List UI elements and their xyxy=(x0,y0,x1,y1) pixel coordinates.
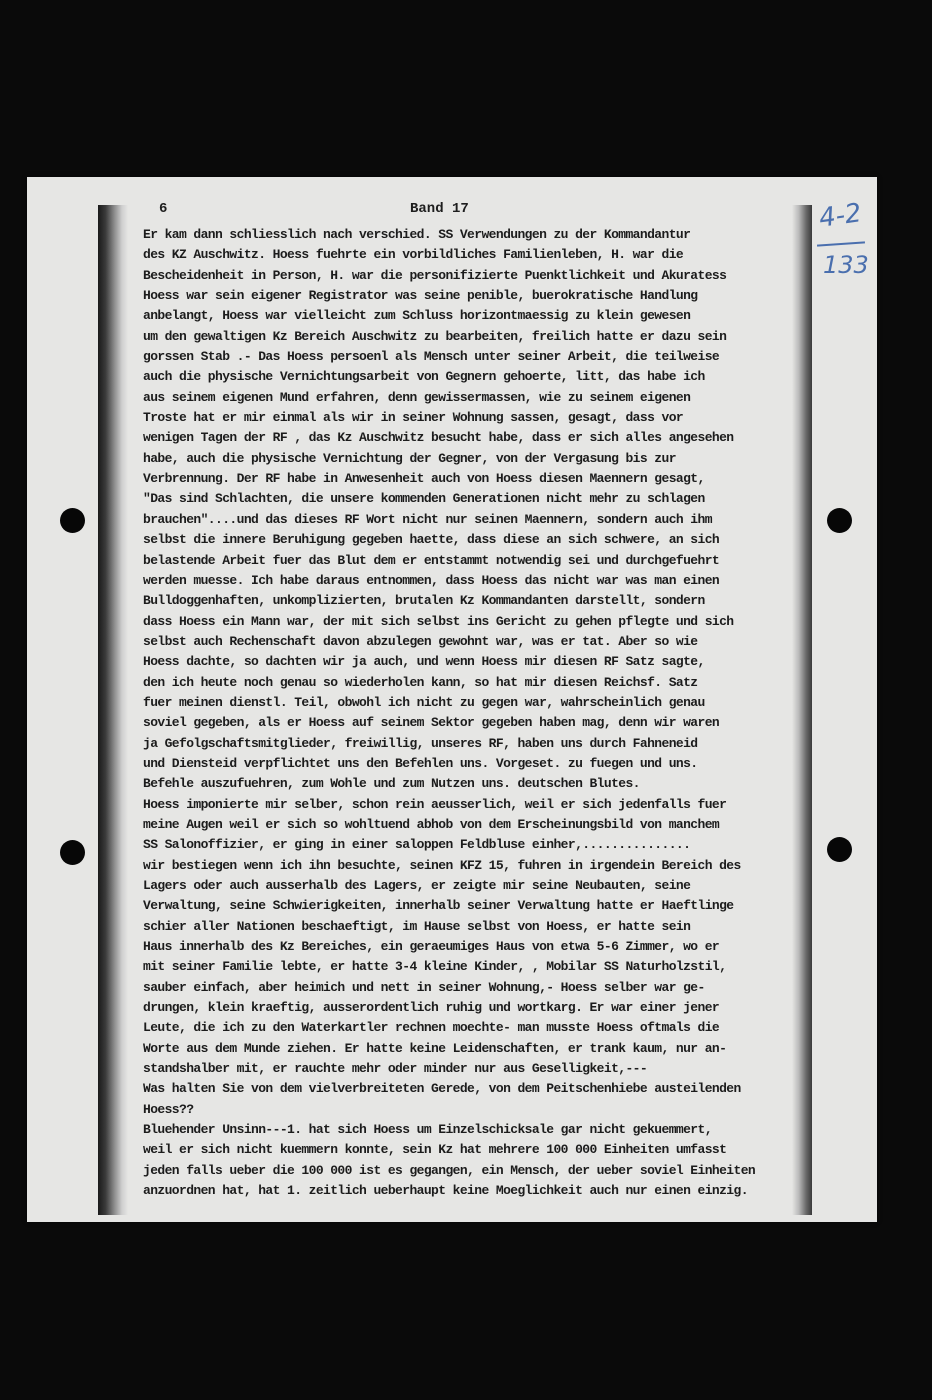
text-line: ja Gefolgschaftsmitglieder, freiwillig, unseres RF, haben uns durch Fahneneid xyxy=(143,735,698,751)
punch-hole xyxy=(60,840,85,865)
annotation-rule xyxy=(817,241,865,246)
text-line: SS Salonoffizier, er ging in einer saloppen Feldbluse einher,............... xyxy=(143,837,691,853)
text-line: des KZ Auschwitz. Hoess fuehrte ein vorbildliches Familienleben, H. war die xyxy=(143,247,684,263)
text-line: mit seiner Familie lebte, er hatte 3-4 kleine Kinder, , Mobilar SS Naturholzstil, xyxy=(143,959,727,975)
text-line: Er kam dann schliesslich nach verschied. SS Verwendungen zu der Kommandantur xyxy=(143,227,691,242)
text-line: selbst auch Rechenschaft davon abzulegen gewohnt war, was er tat. Aber so wie xyxy=(143,633,698,649)
page-number: 6 xyxy=(159,201,168,217)
annotation-top: 4-2 xyxy=(817,198,864,234)
text-line: auch die physische Vernichtungsarbeit von Gegnern gehoerte, litt, das habe ich xyxy=(143,369,705,385)
text-line: Lagers oder auch ausserhalb des Lagers, er zeigte mir seine Neubauten, seine xyxy=(143,878,691,893)
text-line: anzuordnen hat, hat 1. zeitlich ueberhaupt keine Moeglichkeit auch nur einen einzig. xyxy=(143,1183,748,1199)
text-line: Leute, die ich zu den Waterkartler rechnen moechte- man musste Hoess oftmals die xyxy=(143,1020,720,1036)
text-line: brauchen"....und das dieses RF Wort nicht nur seinen Maennern, sondern auch ihm xyxy=(143,511,712,527)
text-line: belastende Arbeit fuer das Blut dem er entstammt notwendig sei und durchgefuehrt xyxy=(143,552,720,568)
text-line: Bescheidenheit in Person, H. war die personifizierte Puenktlichkeit und Akuratess xyxy=(143,267,727,283)
text-line: Haus innerhalb des Kz Bereiches, ein geraeumiges Haus von etwa 5-6 Zimmer, wo er xyxy=(143,939,720,955)
text-line: den ich heute noch genau so wiederholen kann, so hat mir diesen Reichsf. Satz xyxy=(143,674,698,690)
text-line: "Das sind Schlachten, die unsere kommenden Generationen nicht mehr zu schlagen xyxy=(143,491,705,507)
pencil-annotation xyxy=(813,199,873,294)
text-line: sauber einfach, aber heimich und nett in seiner Wohnung,- Hoess selber war ge- xyxy=(143,979,705,995)
text-line: jeden falls ueber die 100 000 ist es gegangen, ein Mensch, der ueber soviel Einheiten xyxy=(143,1162,756,1178)
text-line: gorssen Stab .- Das Hoess persoenl als Mensch unter seiner Arbeit, die teilweise xyxy=(143,349,720,365)
text-line: um den gewaltigen Kz Bereich Auschwitz zu bearbeiten, freilich hatte er dazu sein xyxy=(143,328,727,344)
text-line: standshalber mit, er rauchte mehr oder minder nur aus Geselligkeit,--- xyxy=(143,1061,648,1077)
text-line: selbst die innere Beruhigung gegeben haette, dass diese an sich schwere, an sich xyxy=(143,532,720,548)
text-line: werden muesse. Ich habe daraus entnommen, dass Hoess das nicht war was man einen xyxy=(143,572,720,588)
text-line: Hoess war sein eigener Registrator was seine penible, buerokratische Handlung xyxy=(143,288,698,304)
band-title: Band 17 xyxy=(410,201,469,217)
text-line: soviel gegeben, als er Hoess auf seinem Sektor gegeben haben mag, denn wir waren xyxy=(143,715,720,731)
text-line: anbelangt, Hoess war vielleicht zum Schluss horizontmaessig zu klein gewesen xyxy=(143,308,691,324)
text-line: fuer meinen dienstl. Teil, obwohl ich nicht zu gegen war, wahrscheinlich genau xyxy=(143,694,705,710)
text-line: Bluehender Unsinn---1. hat sich Hoess um Einzelschicksale gar nicht gekuemmert, xyxy=(143,1122,712,1138)
typewritten-body xyxy=(143,225,803,1202)
text-line: Bulldoggenhaften, unkomplizierten, brutalen Kz Kommandanten darstellt, sondern xyxy=(143,593,705,609)
text-line: schier aller Nationen beschaeftigt, im Hause selbst von Hoess, er hatte sein xyxy=(143,918,691,934)
text-line: Troste hat er mir einmal als wir in seiner Wohnung sassen, gesagt, dass vor xyxy=(143,410,684,426)
text-line: meine Augen weil er sich so wohltuend abhob von dem Erscheinungsbild von manchem xyxy=(143,816,720,832)
document-page xyxy=(27,177,877,1222)
text-line: weil er sich nicht kuemmern konnte, sein Kz hat mehrere 100 000 Einheiten umfasst xyxy=(143,1142,727,1158)
text-line: Hoess imponierte mir selber, schon rein aeusserlich, weil er sich jedenfalls fuer xyxy=(143,796,727,812)
punch-hole xyxy=(827,508,852,533)
text-line: Was halten Sie von dem vielverbreiteten Gerede, von dem Peitschenhiebe austeilenden xyxy=(143,1081,741,1097)
text-line: drungen, klein kraeftig, ausserordentlich ruhig und wortkarg. Er war einer jener xyxy=(143,1000,720,1016)
text-line: und Diensteid verpflichtet uns den Befehlen uns. Vorgeset. zu fuegen und uns. xyxy=(143,755,698,771)
text-line: wir bestiegen wenn ich ihn besuchte, seinen KFZ 15, fuhren in irgendein Bereich des xyxy=(143,857,741,873)
text-line: dass Hoess ein Mann war, der mit sich selbst ins Gericht zu gehen pflegte und sich xyxy=(143,613,734,629)
text-line: habe, auch die physische Vernichtung der Gegner, von der Vergasung bis zur xyxy=(143,450,676,466)
text-line: wenigen Tagen der RF , das Kz Auschwitz besucht habe, dass er sich alles angesehen xyxy=(143,430,734,446)
text-line: Hoess dachte, so dachten wir ja auch, und wenn Hoess mir diesen RF Satz sagte, xyxy=(143,654,705,670)
text-line: Verbrennung. Der RF habe in Anwesenheit auch von Hoess diesen Maennern gesagt, xyxy=(143,471,705,487)
scan-shadow-left xyxy=(98,205,128,1215)
text-line: Worte aus dem Munde ziehen. Er hatte keine Leidenschaften, er trank kaum, nur an- xyxy=(143,1040,727,1056)
text-line: aus seinem eigenen Mund erfahren, denn gewissermassen, wie zu seinem eigenen xyxy=(143,389,691,405)
punch-hole xyxy=(827,837,852,862)
text-line: Hoess?? xyxy=(143,1101,194,1117)
text-line: Verwaltung, seine Schwierigkeiten, innerhalb seiner Verwaltung hatte er Haeftlinge xyxy=(143,898,734,914)
annotation-bottom: 133 xyxy=(823,251,869,279)
punch-hole xyxy=(60,508,85,533)
text-line: Befehle auszufuehren, zum Wohle und zum Nutzen uns. deutschen Blutes. xyxy=(143,776,640,792)
